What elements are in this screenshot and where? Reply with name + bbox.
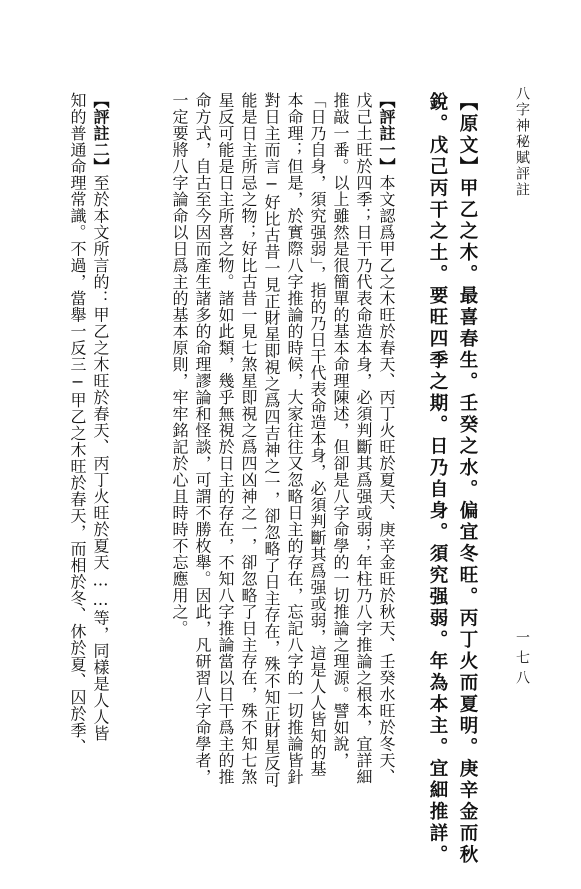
comment1-line: 戊己土旺於四季；日干乃代表命造本身，必須判斷其爲强或弱；年柱乃八字推論之根本，宜詳細 xyxy=(354,92,373,785)
comment2-column-2 xyxy=(67,92,87,755)
comment2-label: 【評註二】 xyxy=(91,92,110,175)
comment2-line: 至於本文所言的：甲乙之木旺於春天、丙丁火旺於夏天……等，同樣是人人皆 xyxy=(91,174,110,742)
comment1-line: 推敲一番。以上雖然是很簡單的基本命理陳述，但卻是八字命學的一切推論之理源。譬如說， xyxy=(331,92,350,769)
comment1-column-4 xyxy=(307,92,327,777)
comment1-column-9 xyxy=(192,92,212,785)
comment1-column-7 xyxy=(238,92,258,785)
comment1-line: 對日主而言─好比古昔一見正財星即視之爲四吉神之一，卻忽略了日主存在，殊不知正財星反可 xyxy=(262,92,281,788)
comment1-line: 命方式，自古至今因而產生諸多的命理謬論和怪談，可謂不勝枚舉。因此，凡研習八字命學者， xyxy=(193,92,212,785)
comment1-line: 本文認爲甲乙之木旺於春天、丙丁火旺於夏天、庚辛金旺於秋天、壬癸水旺於冬天、 xyxy=(377,174,396,785)
comment1-line: 「日乃自身，須究强弱」，指的乃日干代表命造本身，必須判斷其爲强或弱，這是人人皆知的基 xyxy=(308,92,327,777)
page-number: 一七八 xyxy=(514,630,530,690)
comment1-column-3 xyxy=(330,92,350,769)
comment1-column-2 xyxy=(353,92,373,785)
comment1-line: 星反可能是日主所喜之物。諸如此類，幾乎無視於日主的存在，不知八字推論當以日干爲主的推 xyxy=(216,92,235,785)
original-text-column-2 xyxy=(426,92,448,866)
comment1-line: 能是日主所忌之物；好比古昔一見七煞星即視之爲四凶神之一，卻忽略了日主存在，殊不知七煞 xyxy=(239,92,258,785)
running-header-title: 八字神秘賦評註 xyxy=(514,86,530,198)
comment2-line: 知的普通命理常識。不過，當舉一反三─甲乙之木旺於春天，而相於冬、休於夏、囚於季、 xyxy=(68,92,87,755)
original-line: 甲乙之木。最喜春生。壬癸之水。偏宜冬旺。丙丁火而夏明。庚辛金而秋 xyxy=(457,178,478,866)
comment1-column-10 xyxy=(169,92,189,637)
original-label: 【原文】 xyxy=(457,92,478,178)
comment1-label: 【評註一】 xyxy=(377,92,396,175)
comment1-column-8 xyxy=(215,92,235,785)
comment2-column-1 xyxy=(90,92,110,742)
comment1-column-1 xyxy=(376,92,396,785)
original-line: 銳。戊己丙干之土。要旺四季之期。日乃自身。須究强弱。年為本主。宜細推詳。 xyxy=(427,92,448,866)
comment1-column-6 xyxy=(261,92,281,788)
comment1-line: 一定要將八字論命以日爲主的基本原則，牢牢銘記於心且時時不忘應用之。 xyxy=(170,92,189,637)
original-text-column-1 xyxy=(456,92,478,866)
comment1-column-5 xyxy=(284,92,304,785)
comment1-line: 本命理；但是，於實際八字推論的時候，大家往往又忽略日主的存在，忘記八字的一切推論皆針 xyxy=(285,92,304,785)
